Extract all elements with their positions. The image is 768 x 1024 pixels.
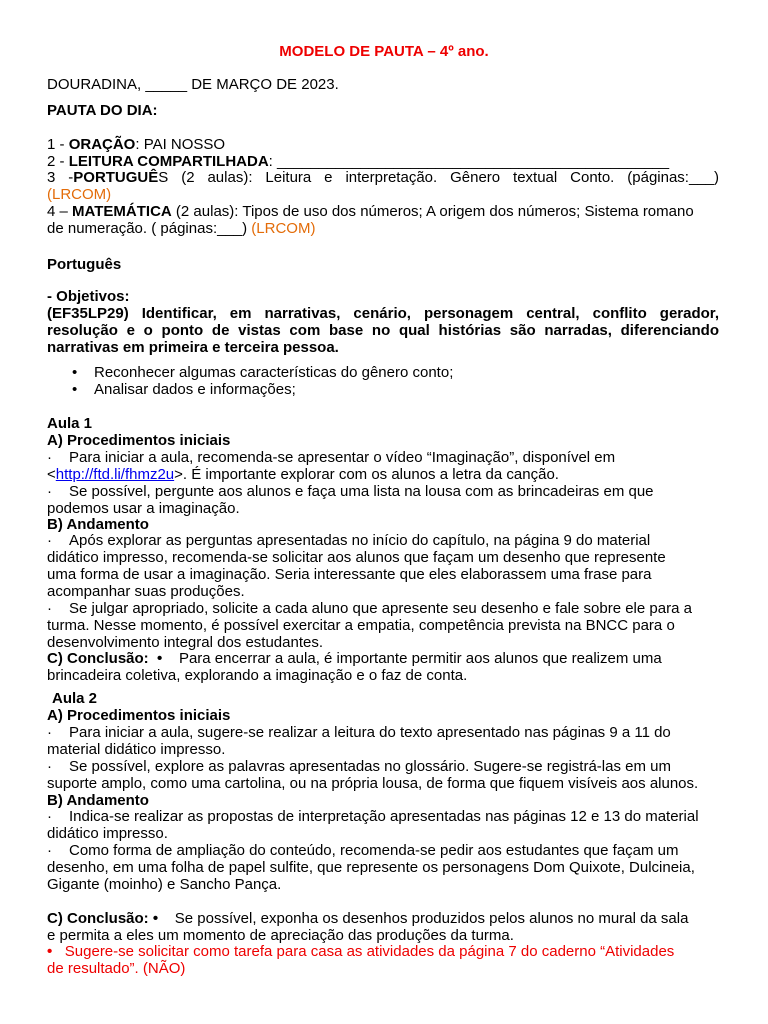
aula2-heading: Aula 2: [52, 690, 98, 707]
aula1-b2-line1: · Se julgar apropriado, solicite a cada aluno que apresente seu desenho e fale sobre ele para a: [47, 600, 692, 617]
objective-bullet-2: Analisar dados e informações;: [94, 381, 296, 398]
aula1-b1-line2: didático impresso, recomenda-se solicitar aos alunos que façam um desenho que represente: [47, 549, 666, 566]
video-link[interactable]: http://ftd.li/fhmz2u: [55, 466, 175, 483]
aula1-b1-line4: acompanhar suas produções.: [47, 583, 245, 600]
aula2-andamento-heading: B) Andamento: [47, 792, 149, 809]
aula2-b2-line1: · Como forma de ampliação do conteúdo, recomenda-se pedir aos estudantes que façam um: [47, 842, 679, 859]
document-title: MODELO DE PAUTA – 4º ano.: [279, 43, 489, 60]
aula1-conclusao-line1: C) Conclusão: • Para encerrar a aula, é importante permitir aos alunos que realizem uma: [47, 650, 662, 667]
aula1-a2-line1: · Se possível, pergunte aos alunos e faça uma lista na lousa com as brincadeiras em que: [47, 483, 654, 500]
aula2-b2-line3: Gigante (moinho) e Sancho Pança.: [47, 876, 282, 893]
aula2-a1-line2: material didático impresso.: [47, 741, 226, 758]
aula2-a1-line1: · Para iniciar a aula, sugere-se realizar a leitura do texto apresentado nas páginas 9 a 11 do: [47, 724, 671, 741]
aula2-b1-line2: didático impresso.: [47, 825, 168, 842]
pauta-item-2: 2 - LEITURA COMPARTILHADA: _______________________________________________: [47, 153, 670, 170]
aula2-conclusao-line2: e permita a eles um momento de apreciação das produções da turma.: [47, 927, 514, 944]
aula1-a1-line2: <http://ftd.li/fhmz2u>. É importante explorar com os alunos a letra da canção.: [47, 466, 559, 483]
objectives-heading: - Objetivos:: [47, 288, 130, 305]
aula1-a1-line1: · Para iniciar a aula, recomenda-se apresentar o vídeo “Imaginação”, disponível em: [47, 449, 616, 466]
aula1-b2-line2: turma. Nesse momento, é possível exercitar a empatia, competência prevista na BNCC para o: [47, 617, 675, 634]
objectives-text-line3: narrativas em primeira e terceira pessoa.: [47, 339, 339, 356]
aula1-heading: Aula 1: [47, 415, 93, 432]
aula1-andamento-heading: B) Andamento: [47, 516, 149, 533]
aula1-b1-line1: · Após explorar as perguntas apresentadas no início do capítulo, na página 9 do material: [47, 532, 651, 549]
pauta-item-1: 1 - ORAÇÃO: PAI NOSSO: [47, 136, 226, 153]
pauta-item-3-tag: (LRCOM): [47, 186, 112, 203]
aula2-b2-line2: desenho, em uma folha de papel sulfite, que represente os personagens Dom Quixote, Dulcineia,: [47, 859, 695, 876]
homework-line2: de resultado”. (NÃO): [47, 960, 186, 977]
aula1-a2-line2: podemos usar a imaginação.: [47, 500, 240, 517]
aula2-b1-line1: · Indica-se realizar as propostas de interpretação apresentadas nas páginas 12 e 13 do material: [47, 808, 699, 825]
pauta-item-4: 4 – MATEMÁTICA (2 aulas): Tipos de uso dos números; A origem dos números; Sistema romano: [47, 203, 694, 220]
aula2-procedimentos-heading: A) Procedimentos iniciais: [47, 707, 231, 724]
aula2-a2-line2: suporte amplo, como uma cartolina, ou na própria lousa, de forma que fiquem visíveis aos alunos.: [47, 775, 699, 792]
objective-bullet-2-marker: •: [72, 381, 78, 398]
objective-bullet-1-marker: •: [72, 364, 78, 381]
aula1-b1-line3: uma forma de usar a imaginação. Seria interessante que eles elaborassem uma frase para: [47, 566, 652, 583]
subject-heading: Português: [47, 256, 122, 273]
objective-bullet-1: Reconhecer algumas características do gênero conto;: [94, 364, 454, 381]
objectives-text-line2: resolução e o ponto de vistas com base no qual histórias são narradas, diferenciando: [47, 322, 719, 339]
aula2-conclusao-line1: C) Conclusão: • Se possível, exponha os desenhos produzidos pelos alunos no mural da sala: [47, 910, 689, 927]
aula2-a2-line1: · Se possível, explore as palavras apresentadas no glossário. Sugere-se registrá-las em um: [47, 758, 671, 775]
aula1-conclusao-line2: brincadeira coletiva, explorando a imaginação e o faz de conta.: [47, 667, 468, 684]
pauta-item-4-line2: de numeração. ( páginas:___) (LRCOM): [47, 220, 316, 237]
homework-line1: • Sugere-se solicitar como tarefa para casa as atividades da página 7 do caderno “Atividades: [47, 943, 675, 960]
aula1-procedimentos-heading: A) Procedimentos iniciais: [47, 432, 231, 449]
objectives-text-line1: (EF35LP29) Identificar, em narrativas, cenário, personagem central, conflito gerador,: [47, 305, 719, 322]
date-line: DOURADINA, _____ DE MARÇO DE 2023.: [47, 76, 339, 93]
aula1-b2-line3: desenvolvimento integral dos estudantes.: [47, 634, 324, 651]
pauta-item-3: 3 -PORTUGUÊS (2 aulas): Leitura e interpretação. Gênero textual Conto. (páginas:___): [47, 169, 719, 186]
pauta-heading: PAUTA DO DIA:: [47, 102, 158, 119]
